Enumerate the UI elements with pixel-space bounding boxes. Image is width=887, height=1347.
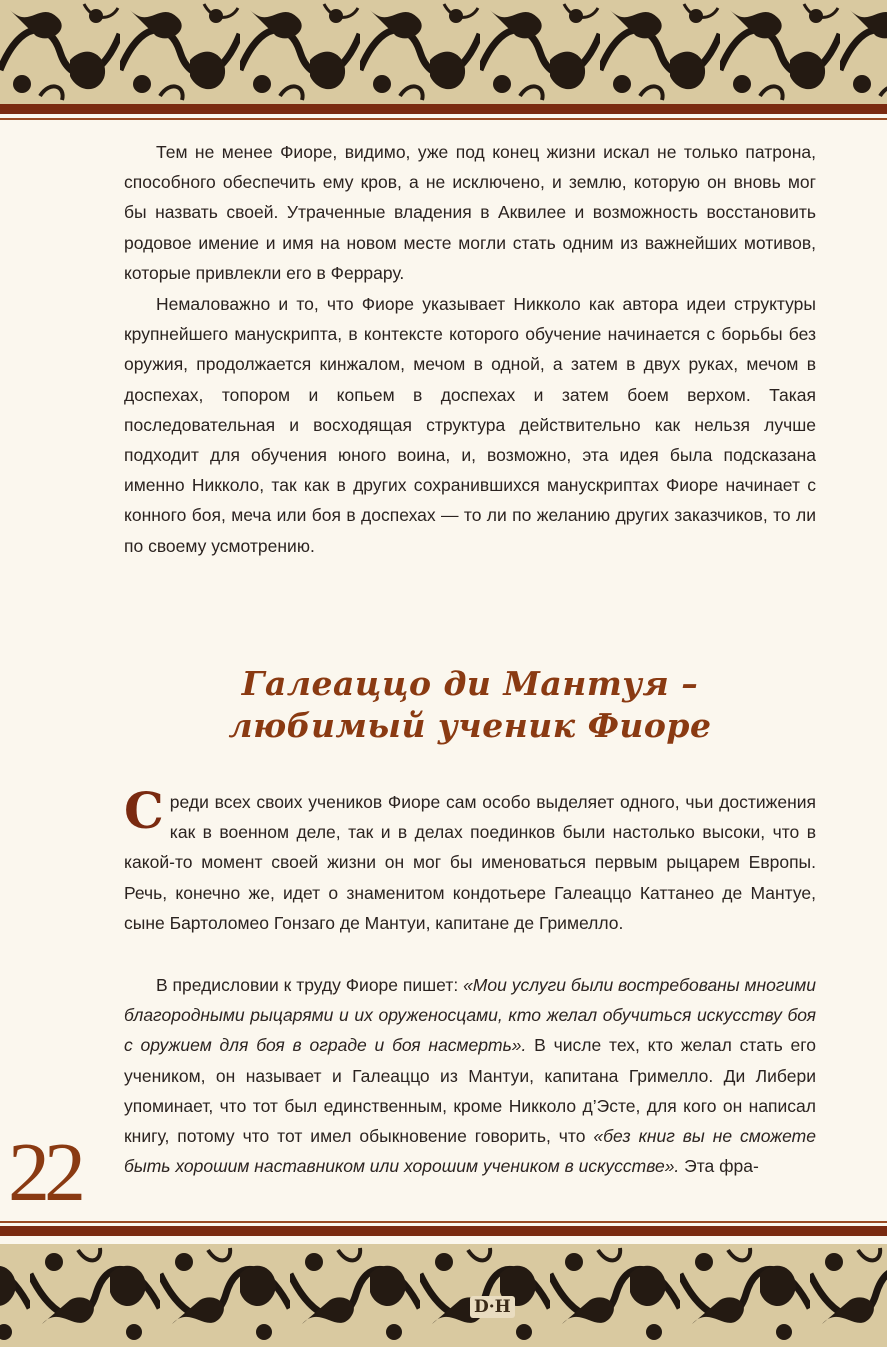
paragraph-2 xyxy=(124,289,816,561)
paragraph-4-middle: В числе тех, кто желал стать его учеником, он называет и Галеаццо из Мантуи, капитана Гримелло. Ди Либери упоминает, что тот был единственным, кроме Никколо д’Эсте, для кого он написал книгу, потому что тот имел обыкновение говорить, что xyxy=(124,1035,816,1147)
engraver-monogram: D·H xyxy=(470,1296,515,1318)
section-heading xyxy=(200,663,740,747)
bottom-rule xyxy=(0,1226,887,1236)
paragraph-3-text xyxy=(124,781,816,938)
engraving-pattern-bottom xyxy=(0,1244,887,1347)
bottom-ornamental-border xyxy=(0,1244,887,1347)
top-rule-thin xyxy=(0,118,887,120)
paragraph-4-quote-2: «без книг вы не сможете быть хорошим наставником или хорошим учеником в искусстве». xyxy=(124,1126,816,1177)
paragraph-3-body: реди всех своих учеников Фиоре сам особо выделяет одного, чьи достижения как в военном деле, так и в делах поединков были настолько высоки, что в какой-то момент своей жизни он мог бы именоваться первым рыцарем Европы. Речь, конечно же, идет о знаменитом кондотьере Галеаццо Каттанео де Мантуе, сыне Бартоломео Гонзаго де Мантуи, капитане де Гримелло. xyxy=(124,792,816,933)
paragraph-4-intro: В предисловии к труду Фиоре пишет: xyxy=(156,975,464,995)
top-rule xyxy=(0,104,887,114)
section-heading-line-2: любимый ученик Фиоре xyxy=(228,706,712,745)
paragraph-1-text: Тем не менее Фиоре, видимо, уже под конец жизни искал не только патрона, способного обеспечить ему кров, а не исключено, и землю, которую он вновь мог бы назвать своей. Утраченные владения в Аквилее и возможность восстановить родовое имение и имя на новом месте могли стать одним из важнейших мотивов, которые привлекли его в Феррару. xyxy=(124,142,816,283)
paragraph-3 xyxy=(124,781,816,938)
engraving-pattern-top xyxy=(0,0,887,104)
paragraph-4-text xyxy=(124,970,816,1181)
paragraph-1 xyxy=(124,137,816,288)
top-ornamental-border xyxy=(0,0,887,104)
drop-cap: С xyxy=(124,781,164,840)
paragraph-4-end: Эта фра- xyxy=(679,1156,759,1177)
page-number: 22 xyxy=(8,1126,80,1219)
paragraph-4-quote-1: «Мои услуги были востребованы многими благородными рыцарями и их оруженосцами, кто желал обучиться искусству боя с оружием для боя в ограде и боя насмерть». xyxy=(124,975,816,1056)
paragraph-2-text: Немаловажно и то, что Фиоре указывает Никколо как автора идеи структуры крупнейшего манускрипта, в контексте которого обучение начинается с борьбы без оружия, продолжается кинжалом, мечом в одной, а затем в двух руках, мечом в доспехах, топором и копьем в доспехах и затем боем верхом. Такая последовательная и восходящая структура действительно как нельзя лучше подходит для обучения юного воина, и, возможно, эта идея была подсказана именно Никколо, так как в других сохранившихся манускриптах Фиоре начинает с конного боя, меча или боя в доспехах — то ли по желанию других заказчиков, то ли по своему усмотрению. xyxy=(124,294,816,556)
bottom-rule-thin xyxy=(0,1221,887,1223)
section-heading-line-1: Галеаццо ди Мантуя – xyxy=(241,664,699,703)
paragraph-4 xyxy=(124,970,816,1181)
